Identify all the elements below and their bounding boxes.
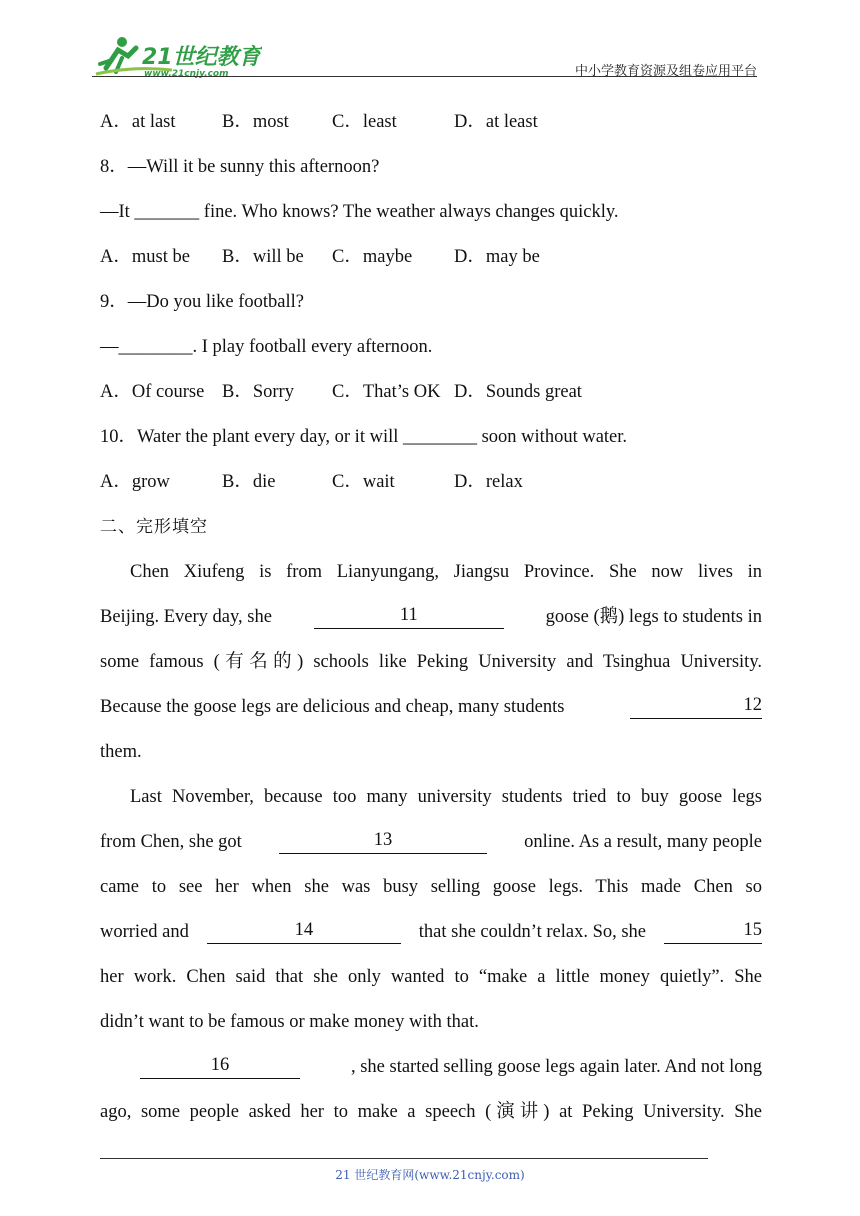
passage-p1-line2 <box>100 605 762 629</box>
passage-p2-line2 <box>100 830 762 854</box>
footer-text: 21 世纪教育网(www.21cnjy.com) <box>335 1168 525 1182</box>
q8-stem: 8．—Will it be sunny this afternoon? <box>100 157 380 177</box>
passage-text: online. As a result, many people <box>524 832 762 852</box>
q7-option-d: D．at least <box>454 112 538 132</box>
q8-option-c: C．maybe <box>332 247 413 267</box>
header-divider <box>92 76 757 77</box>
passage-text: , she started selling goose legs again later. And not long <box>350 1057 762 1077</box>
q8-option-a: A．must be <box>100 247 190 267</box>
blank-16[interactable]: 16 <box>140 1055 300 1079</box>
passage-p2-line4 <box>100 920 762 944</box>
q8-option-d: D．may be <box>454 247 540 267</box>
blank-14[interactable]: 14 <box>207 920 401 944</box>
q9-option-a: A．Of course <box>100 382 205 402</box>
footer-divider <box>100 1158 708 1159</box>
passage-p2-line3: came to see her when she was busy selling goose legs. This made Chen so <box>100 877 762 897</box>
q9-options <box>100 380 582 404</box>
passage-p2-line5: her work. Chen said that she only wanted to “make a little money quietly”. She <box>100 967 762 987</box>
passage-p1-line3: some famous (有名的) schools like Peking University and Tsinghua University. <box>100 652 762 672</box>
passage-p3-line1 <box>140 1055 762 1079</box>
q7-option-c: C．least <box>332 112 397 132</box>
passage-text: that she couldn’t relax. So, she <box>418 922 647 942</box>
q9-option-b: B．Sorry <box>222 382 294 402</box>
q7-options <box>100 110 538 134</box>
blank-11[interactable]: 11 <box>314 605 504 629</box>
q10-options <box>100 470 523 494</box>
q7-option-b: B．most <box>222 112 289 132</box>
q7-option-a: A．at last <box>100 112 176 132</box>
blank-12[interactable]: 12 <box>630 695 762 719</box>
page-header <box>92 30 757 80</box>
21cnjy-logo <box>92 34 262 78</box>
section-title-cloze: 二、完形填空 <box>100 517 208 537</box>
passage-text: worried and <box>100 922 189 942</box>
q10-option-a: A．grow <box>100 472 170 492</box>
svg-text:www.21cnjy.com: www.21cnjy.com <box>144 69 229 78</box>
q8-option-b: B．will be <box>222 247 304 267</box>
q10-option-b: B．die <box>222 472 276 492</box>
passage-text: from Chen, she got <box>100 832 242 852</box>
q9-line2: —________. I play football every afternoon. <box>100 337 433 357</box>
q10-option-d: D．relax <box>454 472 523 492</box>
passage-text: goose (鹅) legs to students in <box>545 607 762 627</box>
blank-13[interactable]: 13 <box>279 830 487 854</box>
blank-15[interactable]: 15 <box>664 920 762 944</box>
passage-p1-line5: them. <box>100 742 142 762</box>
passage-p1-line4 <box>100 695 762 719</box>
passage-text: Because the goose legs are delicious and cheap, many students <box>100 697 565 717</box>
q8-line2: —It _______ fine. Who knows? The weather always changes quickly. <box>100 202 619 222</box>
q9-option-d: D．Sounds great <box>454 382 582 402</box>
q9-option-c: C．That’s OK <box>332 382 441 402</box>
q10-stem: 10．Water the plant every day, or it will ________ soon without water. <box>100 427 628 447</box>
passage-p2-line6: didn’t want to be famous or make money with that. <box>100 1012 479 1032</box>
q8-options <box>100 245 540 269</box>
passage-p2-line1: Last November, because too many university students tried to buy goose legs <box>130 787 762 807</box>
passage-p3-line2: ago, some people asked her to make a speech (演讲) at Peking University. She <box>100 1102 762 1122</box>
header-platform-text: 中小学教育资源及组卷应用平台 <box>574 64 757 79</box>
passage-p1-line1: Chen Xiufeng is from Lianyungang, Jiangsu Province. She now lives in <box>130 562 762 582</box>
q9-stem: 9．—Do you like football? <box>100 292 304 312</box>
q10-option-c: C．wait <box>332 472 395 492</box>
svg-text:21世纪教育: 21世纪教育 <box>142 45 261 70</box>
passage-text: Beijing. Every day, she <box>100 607 272 627</box>
